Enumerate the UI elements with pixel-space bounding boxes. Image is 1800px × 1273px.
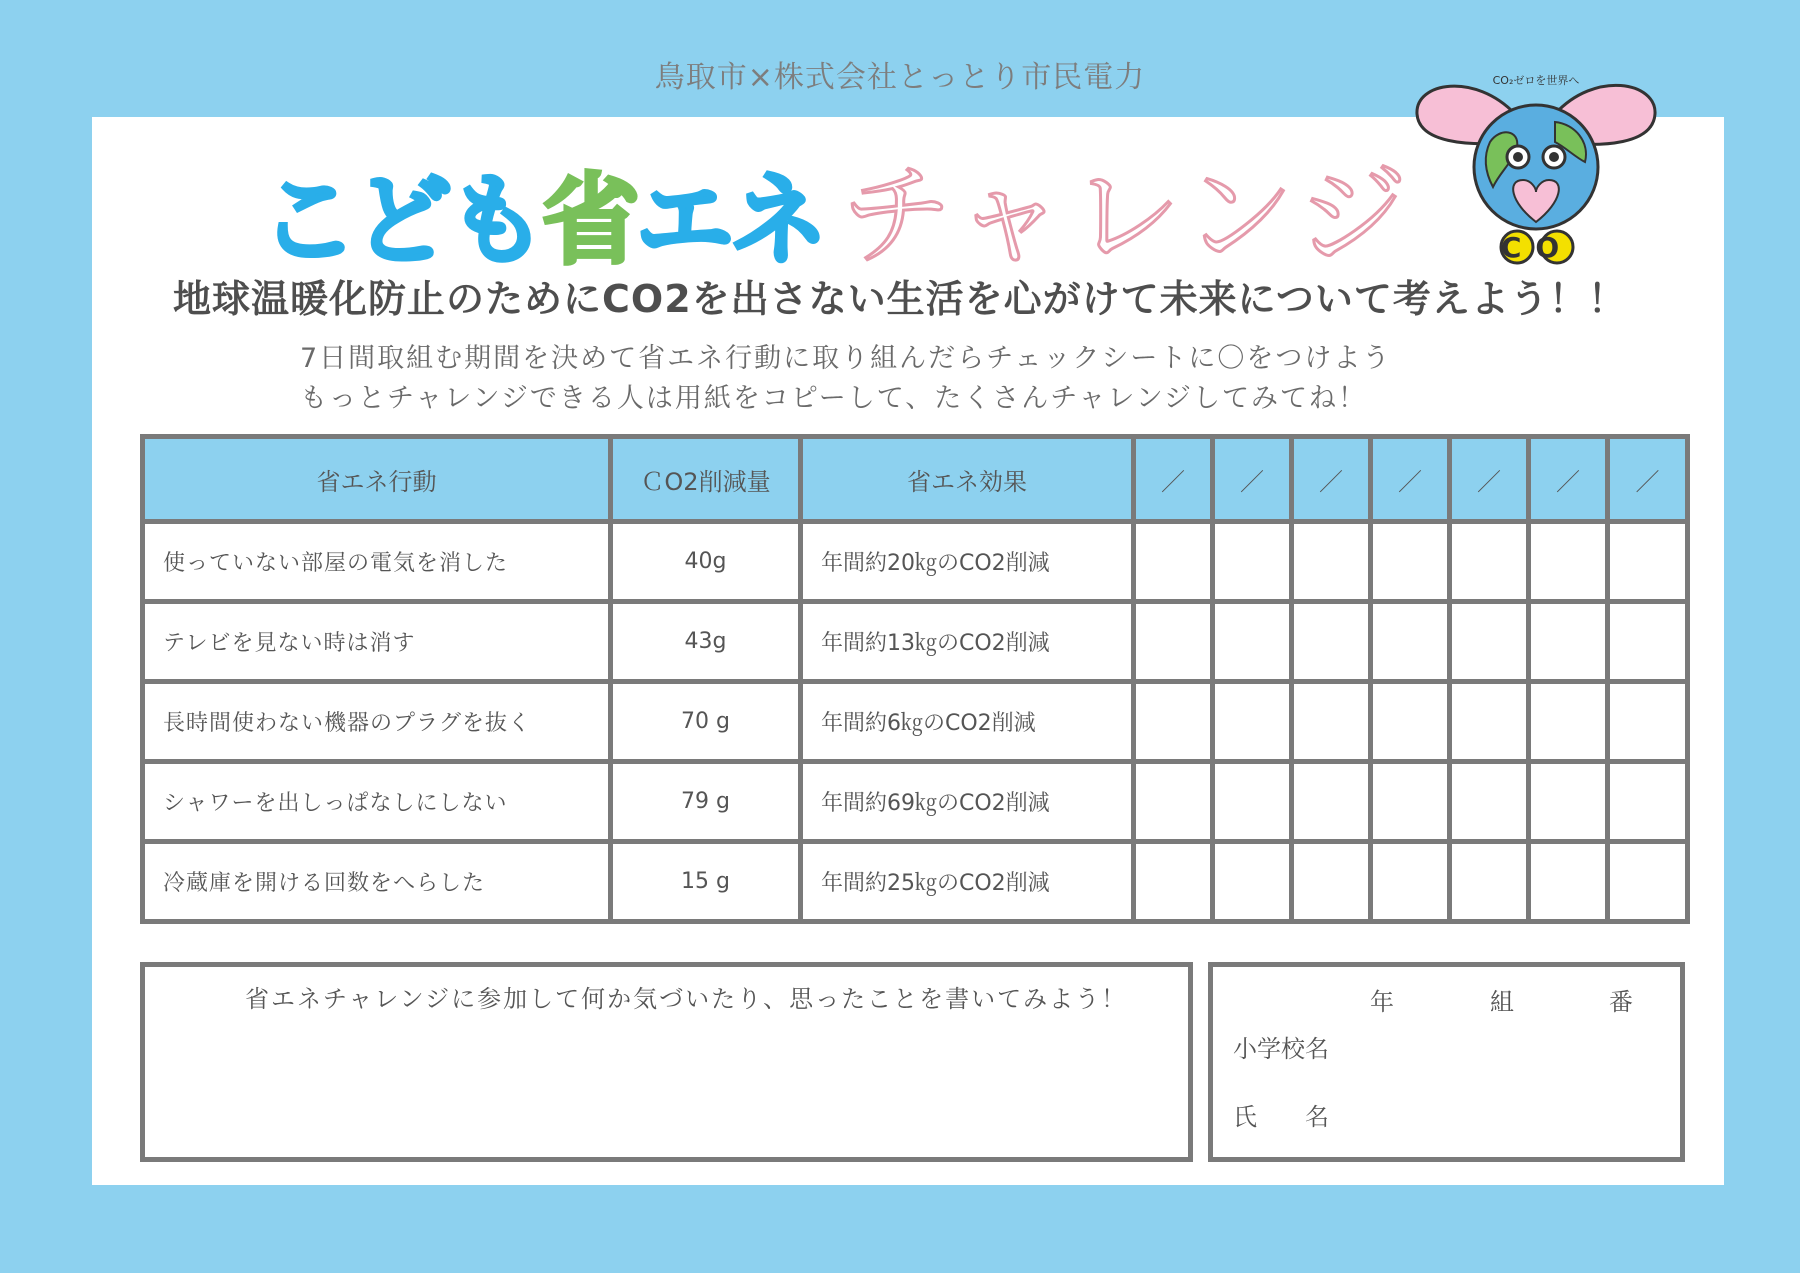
check-cell[interactable] — [1608, 602, 1688, 682]
student-name-label: 氏 名 — [1233, 1103, 1329, 1131]
table-row — [143, 602, 1688, 682]
check-cell[interactable] — [1292, 762, 1371, 842]
header-day-1[interactable]: ／ — [1134, 437, 1213, 522]
table-header-row — [143, 437, 1688, 522]
check-cell[interactable] — [1529, 762, 1608, 842]
amount-cell: 43g — [611, 602, 801, 682]
header-day-3[interactable]: ／ — [1292, 437, 1371, 522]
header-day-2[interactable]: ／ — [1213, 437, 1292, 522]
header-day-6[interactable]: ／ — [1529, 437, 1608, 522]
notes-textarea[interactable] — [140, 962, 1193, 1162]
check-cell[interactable] — [1292, 682, 1371, 762]
action-cell: 冷蔵庫を開ける回数をへらした — [143, 842, 611, 922]
table-row — [143, 522, 1688, 602]
check-cell[interactable] — [1213, 602, 1292, 682]
header-effect: 省エネ効果 — [801, 437, 1134, 522]
check-cell[interactable] — [1292, 522, 1371, 602]
amount-cell: 40g — [611, 522, 801, 602]
instruction-line-1: 7日間取組む期間を決めて省エネ行動に取り組んだらチェックシートに〇をつけよう — [300, 343, 1392, 374]
check-cell[interactable] — [1529, 522, 1608, 602]
title-sho: 省 — [542, 164, 637, 278]
check-cell[interactable] — [1213, 522, 1292, 602]
instruction-line-2: もっとチャレンジできる人は用紙をコピーして、たくさんチャレンジしてみてね！ — [300, 383, 1368, 414]
action-cell: 使っていない部屋の電気を消した — [143, 522, 611, 602]
subtitle: 地球温暖化防止のためにCO2を出さない生活を心がけて未来について考えよう！！ — [173, 277, 1627, 321]
amount-cell: 79 g — [611, 762, 801, 842]
check-sheet-table — [140, 434, 1690, 924]
check-cell[interactable] — [1608, 842, 1688, 922]
amount-cell: 15 g — [611, 842, 801, 922]
table-row — [143, 682, 1688, 762]
action-cell: テレビを見ない時は消す — [143, 602, 611, 682]
check-cell[interactable] — [1213, 842, 1292, 922]
check-cell[interactable] — [1292, 842, 1371, 922]
page-title — [260, 128, 1440, 280]
effect-cell: 年間約6㎏のCO2削減 — [801, 682, 1134, 762]
year-label: 年 — [1370, 988, 1394, 1016]
amount-cell: 70 g — [611, 682, 801, 762]
check-cell[interactable] — [1134, 522, 1213, 602]
check-cell[interactable] — [1608, 762, 1688, 842]
school-name-label: 小学校名 — [1233, 1035, 1329, 1063]
check-cell[interactable] — [1371, 522, 1450, 602]
check-cell[interactable] — [1608, 682, 1688, 762]
check-cell[interactable] — [1371, 762, 1450, 842]
check-cell[interactable] — [1608, 522, 1688, 602]
title-challenge: チャレンジ — [842, 152, 1414, 280]
title-kodomo: こども — [260, 164, 543, 278]
check-cell[interactable] — [1371, 842, 1450, 922]
check-cell[interactable] — [1450, 522, 1529, 602]
table-row — [143, 762, 1688, 842]
title-ene: エネ — [636, 164, 825, 278]
check-cell[interactable] — [1450, 842, 1529, 922]
effect-cell: 年間約69㎏のCO2削減 — [801, 762, 1134, 842]
check-cell[interactable] — [1134, 682, 1213, 762]
header-amount: ＣO2削減量 — [611, 437, 801, 522]
notes-prompt: 省エネチャレンジに参加して何か気づいたり、思ったことを書いてみよう！ — [245, 985, 1128, 1013]
header-day-4[interactable]: ／ — [1371, 437, 1450, 522]
mascot-banner: CO₂ゼロを世界へ — [1492, 74, 1580, 87]
mascot-letters: CO — [1500, 231, 1574, 264]
header-action: 省エネ行動 — [143, 437, 611, 522]
check-cell[interactable] — [1450, 762, 1529, 842]
organization-header: 鳥取市×株式会社とっとり市民電力 — [654, 60, 1146, 95]
check-cell[interactable] — [1529, 682, 1608, 762]
effect-cell: 年間約13㎏のCO2削減 — [801, 602, 1134, 682]
check-cell[interactable] — [1529, 602, 1608, 682]
table-row — [143, 842, 1688, 922]
check-cell[interactable] — [1450, 682, 1529, 762]
number-label: 番 — [1609, 988, 1633, 1016]
class-label: 組 — [1490, 988, 1514, 1016]
header-day-7[interactable]: ／ — [1608, 437, 1688, 522]
check-cell[interactable] — [1292, 602, 1371, 682]
check-cell[interactable] — [1134, 762, 1213, 842]
effect-cell: 年間約25㎏のCO2削減 — [801, 842, 1134, 922]
check-cell[interactable] — [1213, 682, 1292, 762]
check-cell[interactable] — [1213, 762, 1292, 842]
earth-mascot-icon — [1405, 52, 1667, 277]
check-cell[interactable] — [1450, 602, 1529, 682]
action-cell: シャワーを出しっぱなしにしない — [143, 762, 611, 842]
header-day-5[interactable]: ／ — [1450, 437, 1529, 522]
check-cell[interactable] — [1371, 682, 1450, 762]
student-info-box[interactable] — [1208, 962, 1685, 1162]
check-cell[interactable] — [1134, 842, 1213, 922]
action-cell: 長時間使わない機器のプラグを抜く — [143, 682, 611, 762]
check-cell[interactable] — [1134, 602, 1213, 682]
check-cell[interactable] — [1529, 842, 1608, 922]
check-cell[interactable] — [1371, 602, 1450, 682]
effect-cell: 年間約20㎏のCO2削減 — [801, 522, 1134, 602]
